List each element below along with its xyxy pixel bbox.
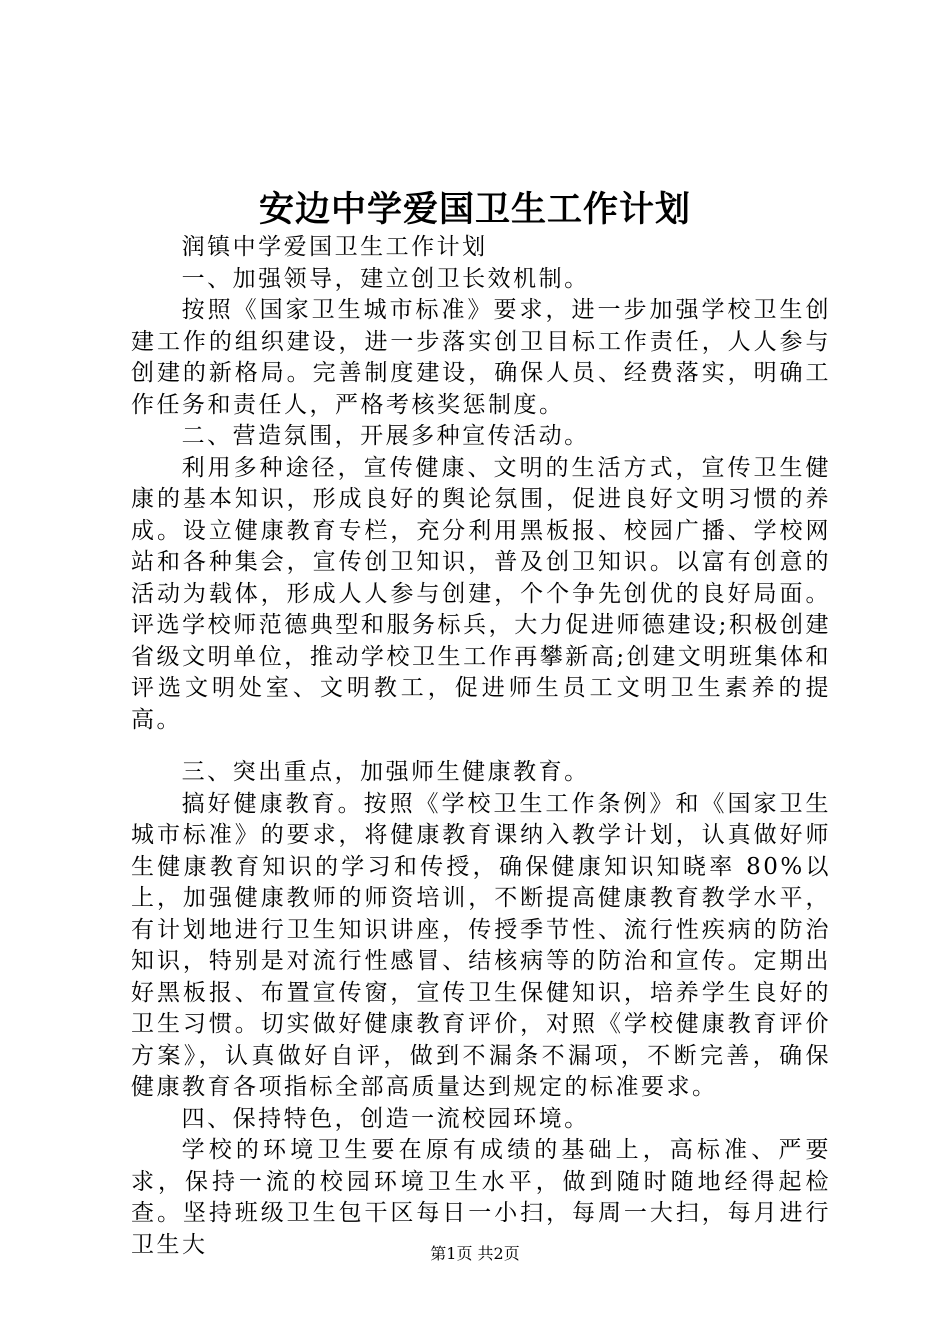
section-heading-1: 一、加强领导，建立创卫长效机制。 [181, 265, 590, 292]
paragraph-spacer [131, 736, 831, 757]
document-title: 安边中学爱国卫生工作计划 [258, 189, 691, 230]
section-heading-3: 三、突出重点，加强师生健康教育。 [181, 759, 590, 785]
page-number-footer: 第1页 共2页 [430, 1244, 520, 1263]
section-heading-2: 二、营造氛围，开展多种宣传活动。 [181, 423, 590, 449]
section-paragraph-1: 按照《国家卫生城市标准》要求，进一步加强学校卫生创建工作的组织建设，进一步落实创卫目标工作责任，人人参与创建的新格局。完善制度建设，确保人员、经费落实，明确工作任务和责任人，严格考核奖惩制度。 [131, 297, 831, 418]
section-paragraph-2: 利用多种途径，宣传健康、文明的生活方式，宣传卫生健康的基本知识，形成良好的舆论氛围，促进良好文明习惯的养成。设立健康教育专栏，充分利用黑板报、校园广播、学校网站和各种集会，宣传创卫知识，普及创卫知识。以富有创意的活动为载体，形成人人参与创建，个个争先创优的良好局面。评选学校师范德典型和服务标兵，大力促进师德建设;积极创建省级文明单位，推动学校卫生工作再攀新高;创建文明班集体和评选文明处室、文明教工，促进师生员工文明卫生素养的提高。 [131, 454, 831, 733]
section-paragraph-4: 学校的环境卫生要在原有成绩的基础上，高标准、严要求，保持一流的校园环境卫生水平，做到随时随地经得起检查。坚持班级卫生包干区每日一小扫，每周一大扫，每月进行卫生大 [131, 1137, 831, 1258]
section-heading-4: 四、保持特色，创造一流校园环境。 [181, 1105, 590, 1132]
document-subtitle: 润镇中学爱国卫生工作计划 [181, 234, 488, 260]
section-paragraph-3: 搞好健康教育。按照《学校卫生工作条例》和《国家卫生城市标准》的要求，将健康教育课纳入教学计划，认真做好师生健康教育知识的学习和传授，确保健康知识知晓率 80%以上，加强健康教师的师资培训，不断提高健康教育教学水平，有计划地进行卫生知识讲座，传授季节性、流行性疾病的防治知识，特别是对流行性感冒、结核病等的防治和宣传。定期出好黑板报、布置宣传窗，宣传卫生保健知识，培养学生良好的卫生习惯。切实做好健康教育评价，对照《学校健康教育评价方案》，认真做好自评，做到不漏条不漏项，不断完善，确保健康教育各项指标全部高质量达到规定的标准要求。 [131, 790, 831, 1100]
document-body [131, 232, 831, 1261]
